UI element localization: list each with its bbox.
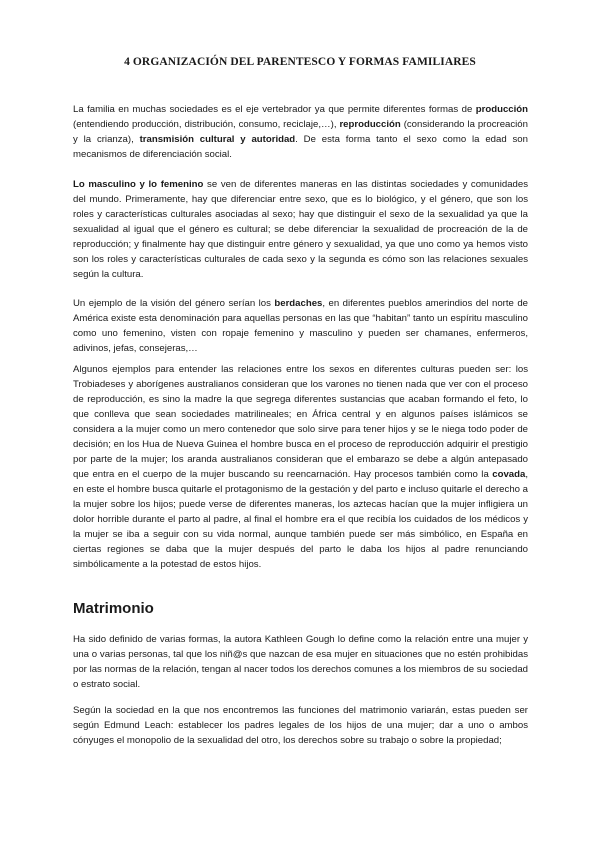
paragraph-functions: Según la sociedad en la que nos encontremos las funciones del matrimonio variarán, estas pueden ser según Edmund Leach: establecer los padres legales de los hijos de una mujer; dar a uno o ambos cónyuges el monopolio de la sexualidad del otro, los derechos sobre su trabajo o sobre la propiedad; (73, 705, 528, 746)
paragraph-gender: Lo masculino y lo femenino se ven de diferentes maneras en las distintas sociedades y comunidades del mundo. Primeramente, hay que diferenciar entre sexo, que es lo biológico, y el género, que son los roles y características culturales asociadas al sexo; hay que distinguir el sexo de la sexualidad ya que la sexualidad al igual que el género es cultural; se debe diferenciar la sexualidad de procreación de la de reproducción; y finalmente hay que distinguir entre género y sexualidad, ya que uno como ya hemos visto son los roles y características culturales de cada sexo y la segunda es cómo son las relaciones sexuales según la cultura. (73, 179, 528, 280)
page-title: 4 ORGANIZACIÓN DEL PARENTESCO Y FORMAS FAMILIARES (124, 56, 476, 68)
bold-term: covada (492, 469, 526, 480)
paragraph-examples: Algunos ejemplos para entender las relaciones entre los sexos en diferentes culturas pueden ser: los Trobiadeses y aborígenes australianos consideran que los varones no tienen nada que ver con el proceso de reproducción, es sino la madre la que segrega diferentes sustancias que acaban formando el feto, lo que conlleva que sean sociedades matrilineales; en África central y en algunos países islámicos se considera a la mujer como un mero contenedor que solo sirve para tener hijos y se le niega todo poder de decisión; en los Hua de Nueva Guinea el hombre busca en el proceso de reproducción adquirir el prestigio por parte de la mujer; los aranda australianos consideran que el embarazo se debe a algún antepasado que entra en el cuerpo de la mujer buscando su reencarnación. Hay procesos también como la covada, en este el hombre busca quitarle el protagonismo de la gestación y del parto e incluso quitarle el derecho a la mujer sobre los hijos; puede verse de diferentes maneras, los aztecas hacían que la mujer infligiera un dolor horrible durante el parto al padre, al final el hombre era el que recibía los cuidados de los médicos y la mujer se iba a seguir con su vida normal, aunque también puede ser más simbólico, en España en ciertas regiones se daba que la mujer después del parto le daba los hijos al padre renunciando simbólicamente a la potestad de estos hijos. (73, 364, 528, 570)
paragraph-family: La familia en muchas sociedades es el eje vertebrador ya que permite diferentes formas de producción (entendiendo producción, distribución, consumo, reciclaje,…), reproducción (considerando la procreación y la crianza), transmisión cultural y autoridad. De esta forma tanto el sexo como la edad son mecanismos de diferenciación social. (73, 104, 528, 160)
bold-term: berdaches (274, 298, 323, 309)
bold-term: producción (475, 104, 528, 115)
bold-term: transmisión cultural y autoridad (139, 134, 296, 145)
bold-term: reproducción (339, 119, 401, 130)
paragraph-definition: Ha sido definido de varias formas, la autora Kathleen Gough lo define como la relación entre una mujer y una o varias personas, tal que los niñ@s que nazcan de esa mujer en situaciones que no estén prohibidas por las normas de la relación, tengan al nacer todos los derechos comunes a los miembros de su sociedad o estrato social. (73, 634, 528, 690)
bold-term: Lo masculino y lo femenino (73, 179, 204, 190)
section-heading: Matrimonio (73, 600, 154, 617)
paragraph-berdaches: Un ejemplo de la visión del género serían los berdaches, en diferentes pueblos amerindios del norte de América existe esta denominación para aquellas personas en las que “habitan” tanto un espíritu masculino como uno femenino, visten con ropaje femenino y masculino y pueden ser chamanes, enfermeros, adivinos, jefas, consejeras,… (73, 298, 529, 354)
